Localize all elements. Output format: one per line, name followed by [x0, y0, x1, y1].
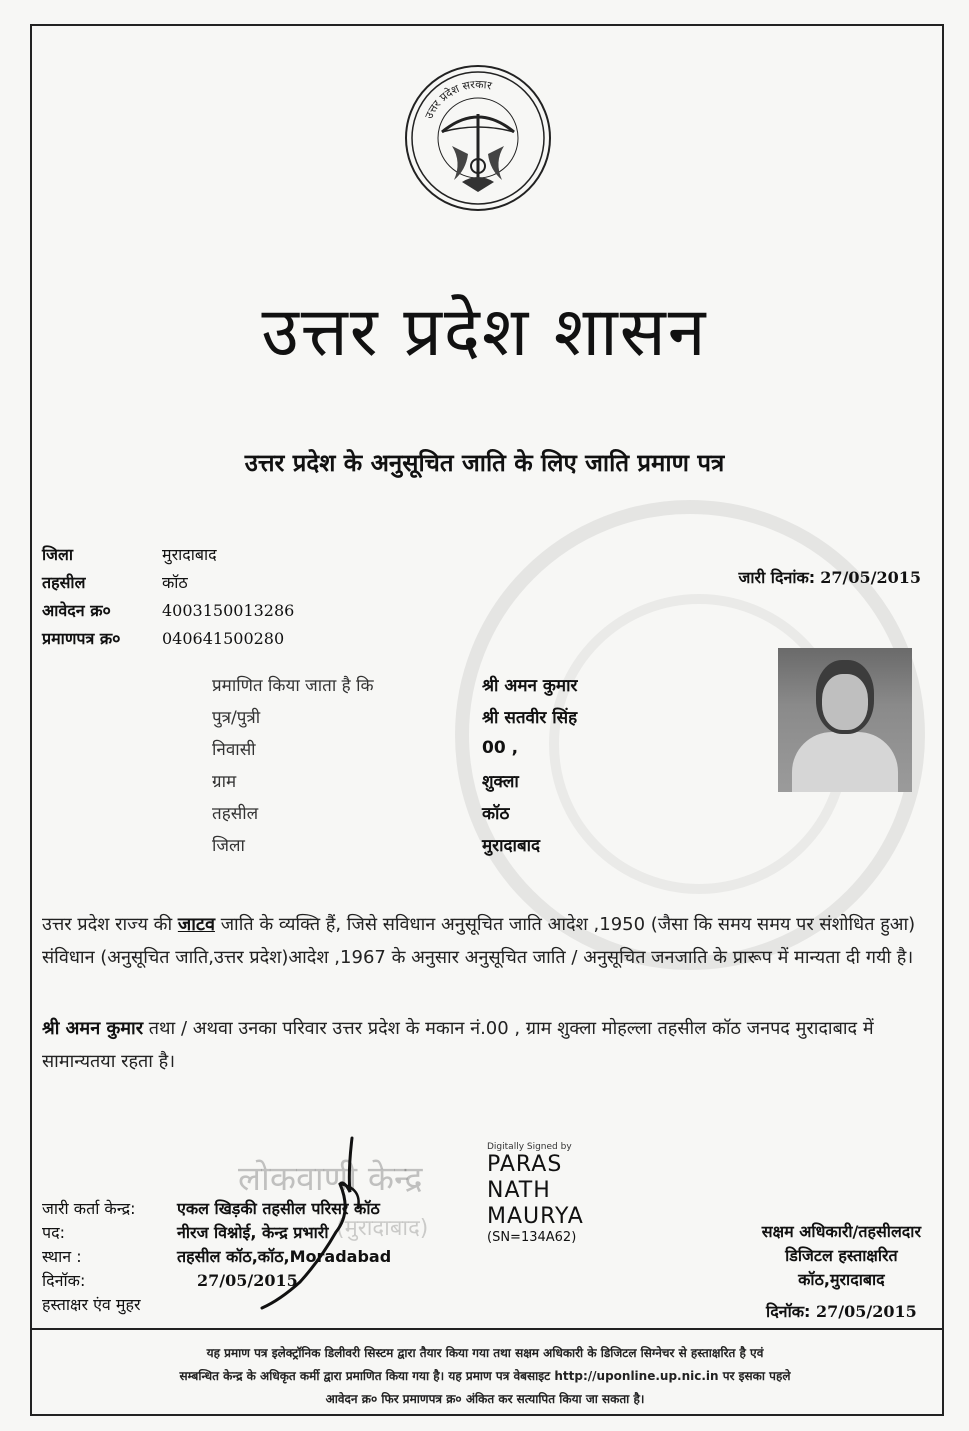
caste-name: जाटव: [177, 914, 215, 935]
applicant-photo: [778, 648, 912, 792]
detail-tehsil-value: कॉठ: [482, 803, 510, 824]
residence-paragraph: [42, 1012, 927, 1078]
digital-signature: [487, 1142, 584, 1245]
meta-district-label: जिला: [42, 545, 74, 564]
issuer-date-row: [42, 1268, 391, 1292]
caste-paragraph-rest: जाति के व्यक्ति हैं, जिसे सविधान अनुसूचित जाति आदेश ,1950 (जैसा कि समय समय पर संशोधित हुआ) संविधान (अनुसूचित जाति,उत्तर प्रदेश)आदेश ,1967 के अनुसार अनुसूचित जाति / अनुसूचित जनजाति के प्रारूप में मान्यता दी गयी है।: [42, 914, 916, 968]
signer-serial: (SN=134A62): [487, 1230, 577, 1245]
meta-tehsil-row: [42, 568, 294, 596]
detail-district-label: जिला: [212, 835, 245, 856]
meta-certificate-value: 040641500280: [162, 628, 285, 648]
issuer-place-value: तहसील कॉठ,कॉठ,Moradabad: [177, 1247, 392, 1266]
detail-certified-value: श्री अमन कुमार: [482, 675, 578, 696]
authority-date-label: दिनॉक:: [766, 1302, 811, 1321]
authority-date: [762, 1300, 921, 1324]
footer-note: [52, 1342, 918, 1411]
residence-name: श्री अमन कुमार: [42, 1018, 144, 1039]
issuer-date-value: 27/05/2015: [197, 1270, 298, 1290]
competent-authority: [762, 1220, 921, 1324]
issuer-post-value: नीरज विश्नोई, केन्द्र प्रभारी: [177, 1223, 329, 1242]
detail-village-value: शुक्ला: [482, 771, 519, 792]
issuer-centre-value: एकल खिड़की तहसील परिसर कॉठ: [177, 1199, 380, 1218]
detail-row-resident: [212, 732, 577, 764]
issue-date-value: 27/05/2015: [820, 568, 921, 587]
issue-date-label: जारी दिनांक:: [738, 568, 816, 587]
certificate-subtitle: उत्तर प्रदेश के अनुसूचित जाति के लिए जाति प्रमाण पत्र: [244, 449, 725, 477]
detail-row-tehsil: [212, 796, 577, 828]
meta-tehsil-value: कॉठ: [162, 573, 188, 592]
seal-text-district: (मुरादाबाद): [336, 1216, 429, 1241]
authority-digital-note: डिजिटल हस्ताक्षरित: [785, 1246, 898, 1265]
detail-row-district: [212, 828, 577, 860]
authority-location: कॉठ,मुरादाबाद: [798, 1270, 885, 1289]
issuer-sign-label: हस्ताक्षर एंव मुहर: [42, 1295, 141, 1314]
signer-name-line2: NATH: [487, 1178, 551, 1203]
up-government-emblem-icon: [402, 62, 554, 214]
authority-date-value: 27/05/2015: [815, 1302, 917, 1321]
detail-row-parent: [212, 700, 577, 732]
issuer-centre-row: [42, 1196, 391, 1220]
svg-text:उत्तर प्रदेश सरकार: [422, 78, 493, 121]
issuer-place-row: [42, 1244, 391, 1268]
meta-application-label: आवेदन क्र०: [42, 601, 111, 620]
detail-district-value: मुरादाबाद: [482, 835, 541, 856]
detail-resident-label: निवासी: [212, 739, 256, 760]
signer-name-line3: MAURYA: [487, 1204, 584, 1229]
residence-paragraph-rest: तथा / अथवा उनका परिवार उत्तर प्रदेश के मकान नं.00 , ग्राम शुक्ला मोहल्ला तहसील कॉठ जनपद मुरादाबाद में सामान्यतया रहता है।: [42, 1018, 874, 1072]
detail-village-label: ग्राम: [212, 771, 237, 792]
footer-line-3: आवेदन क्र० फिर प्रमाणपत्र क्र० अंकित कर सत्यापित किया जा सकता है।: [325, 1392, 645, 1406]
meta-application-row: [42, 596, 294, 624]
emblem-ring-text: उत्तर प्रदेश सरकार: [422, 77, 493, 121]
digital-signature-caption: Digitally Signed by: [487, 1142, 572, 1152]
footer-divider: [32, 1328, 942, 1330]
authority-title: सक्षम अधिकारी/तहसीलदार: [761, 1222, 921, 1241]
detail-parent-label: पुत्र/पुत्री: [212, 707, 261, 728]
issuer-post-label: पद:: [42, 1223, 65, 1242]
detail-resident-value: 00 ,: [482, 738, 519, 758]
issuer-post-row: [42, 1220, 391, 1244]
footer-line-1: यह प्रमाण पत्र इलेक्ट्रॉनिक डिलीवरी सिस्टम द्वारा तैयार किया गया तथा सक्षम अधिकारी के डिजिटल सिग्नेचर से हस्ताक्षरित है एवं: [206, 1346, 764, 1360]
issuer-place-label: स्थान :: [42, 1247, 82, 1266]
meta-district-value: मुरादाबाद: [162, 545, 217, 564]
detail-certified-label: प्रमाणित किया जाता है कि: [212, 675, 374, 696]
certificate-meta: [42, 540, 294, 652]
meta-district-row: [42, 540, 294, 568]
caste-paragraph: [42, 908, 927, 974]
meta-tehsil-label: तहसील: [42, 573, 86, 592]
issue-date: [739, 566, 921, 588]
page-title: उत्तर प्रदेश शासन: [261, 293, 708, 372]
detail-row-village: [212, 764, 577, 796]
issuer-date-label: दिनॉक:: [42, 1271, 86, 1290]
detail-row-certified: [212, 668, 577, 700]
detail-tehsil-label: तहसील: [212, 803, 259, 824]
issuer-block: [42, 1196, 391, 1316]
applicant-details: [212, 668, 577, 860]
meta-application-value: 4003150013286: [162, 600, 295, 620]
meta-certificate-row: [42, 624, 294, 652]
issuer-sign-row: [42, 1292, 391, 1316]
detail-parent-value: श्री सतवीर सिंह: [482, 707, 578, 728]
caste-paragraph-start: उत्तर प्रदेश राज्य की: [42, 914, 173, 935]
issuer-centre-label: जारी कर्ता केन्द्र:: [42, 1199, 136, 1218]
signer-name-line1: PARAS: [487, 1152, 563, 1177]
meta-certificate-label: प्रमाणपत्र क्र०: [42, 629, 121, 648]
footer-line-2: सम्बन्धित केन्द्र के अधिकृत कर्मी द्वारा प्रमाणित किया गया है। यह प्रमाण पत्र वेबसाइट http://uponline.up.nic.in पर इसका पहले: [179, 1369, 791, 1383]
seal-text: लोकवाणी केन्द्र: [238, 1159, 423, 1199]
